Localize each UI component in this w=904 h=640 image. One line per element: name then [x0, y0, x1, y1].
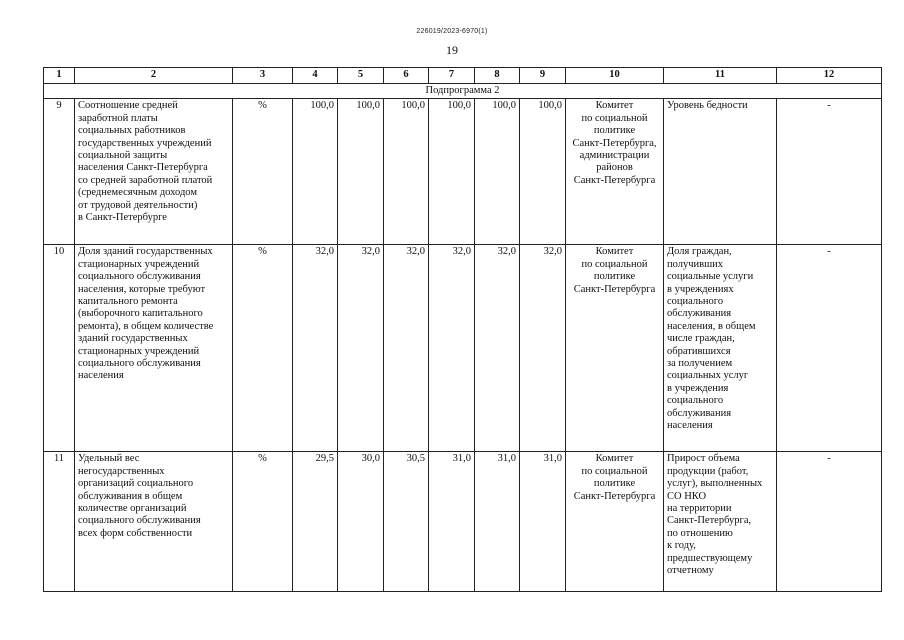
- row-number: 11: [44, 452, 75, 592]
- executor: Комитет по социальной политике Санкт-Петербурга, администрации районов Санкт-Петербурга: [566, 99, 664, 245]
- row-number: 9: [44, 99, 75, 245]
- value-cell: 100,0: [338, 99, 384, 245]
- value-cell: 30,5: [384, 452, 429, 592]
- value-cell: 100,0: [293, 99, 338, 245]
- column-header: 6: [384, 68, 429, 84]
- value-cell: 32,0: [293, 245, 338, 452]
- indicator-name: Удельный вес негосударственных организаций социального обслуживания в общем количестве организаций социального обслуживания всех форм собственности: [75, 452, 233, 592]
- column-header: 12: [777, 68, 882, 84]
- value-cell: 32,0: [520, 245, 566, 452]
- column-header: 11: [664, 68, 777, 84]
- indicator-name: Доля зданий государственных стационарных учреждений социального обслуживания населения, которые требуют капитального ремонта (выборочного капитального ремонта), в общем количестве зданий государственных стационарных учреждений социального обслуживания населения: [75, 245, 233, 452]
- executor: Комитет по социальной политике Санкт-Петербурга: [566, 452, 664, 592]
- unit: %: [233, 245, 293, 452]
- value-cell: 30,0: [338, 452, 384, 592]
- value-cell: 32,0: [384, 245, 429, 452]
- value-cell: 31,0: [520, 452, 566, 592]
- page-number: 19: [446, 43, 458, 57]
- table-row: [44, 452, 882, 592]
- column-number-row: [44, 68, 882, 84]
- column-12-value: -: [777, 452, 882, 592]
- column-header: 5: [338, 68, 384, 84]
- subprogram-row: [44, 84, 882, 99]
- value-cell: 100,0: [384, 99, 429, 245]
- column-header: 7: [429, 68, 475, 84]
- column-header: 8: [475, 68, 520, 84]
- value-cell: 100,0: [475, 99, 520, 245]
- executor: Комитет по социальной политике Санкт-Петербурга: [566, 245, 664, 452]
- value-cell: 29,5: [293, 452, 338, 592]
- value-cell: 32,0: [338, 245, 384, 452]
- unit: %: [233, 452, 293, 592]
- column-header: 9: [520, 68, 566, 84]
- table-row: [44, 99, 882, 245]
- indicators-table: [43, 67, 882, 592]
- linked-indicator: Уровень бедности: [664, 99, 777, 245]
- column-header: 3: [233, 68, 293, 84]
- table-row: [44, 245, 882, 452]
- value-cell: 100,0: [429, 99, 475, 245]
- column-12-value: -: [777, 99, 882, 245]
- subprogram-title: Подпрограмма 2: [44, 84, 882, 99]
- value-cell: 100,0: [520, 99, 566, 245]
- document-code: 226019/2023-6970(1): [416, 28, 488, 35]
- row-number: 10: [44, 245, 75, 452]
- column-header: 10: [566, 68, 664, 84]
- value-cell: 32,0: [475, 245, 520, 452]
- value-cell: 32,0: [429, 245, 475, 452]
- linked-indicator: Прирост объема продукции (работ, услуг), выполненных СО НКО на территории Санкт-Петербурга, по отношению к году, предшествующему отчетному: [664, 452, 777, 592]
- value-cell: 31,0: [475, 452, 520, 592]
- column-header: 4: [293, 68, 338, 84]
- indicator-name: Соотношение средней заработной платы социальных работников государственных учреждений социальной защиты населения Санкт-Петербурга со средней заработной платой (среднемесячным доходом от трудовой деятельности) в Санкт-Петербурге: [75, 99, 233, 245]
- column-header: 1: [44, 68, 75, 84]
- unit: %: [233, 99, 293, 245]
- column-header: 2: [75, 68, 233, 84]
- linked-indicator: Доля граждан, получивших социальные услуги в учреждениях социального обслуживания населения, в общем числе граждан, обратившихся за получением социальных услуг в учреждения социального обслуживания населения: [664, 245, 777, 452]
- value-cell: 31,0: [429, 452, 475, 592]
- column-12-value: -: [777, 245, 882, 452]
